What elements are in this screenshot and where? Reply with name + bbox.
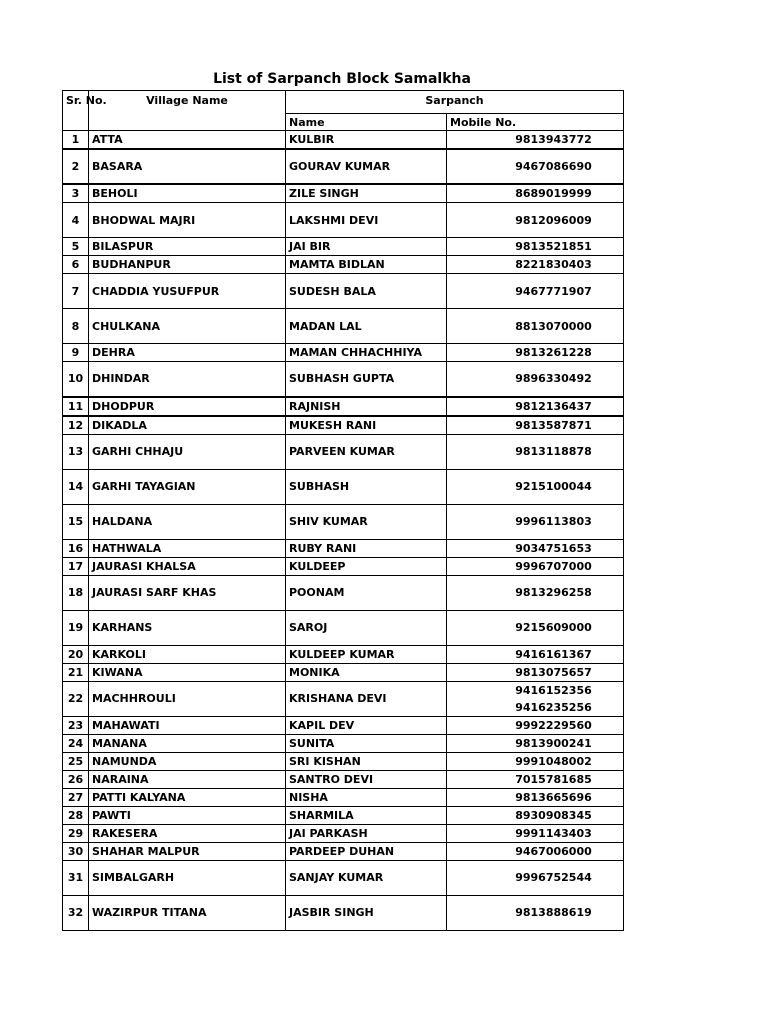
cell-sr-no: 9	[63, 344, 89, 362]
cell-sr-no: 21	[63, 663, 89, 681]
cell-sr-no: 32	[63, 895, 89, 930]
cell-sr-no: 20	[63, 645, 89, 663]
cell-sr-no: 5	[63, 238, 89, 256]
cell-mobile-no	[447, 416, 624, 435]
cell-sarpanch-name: SHIV KUMAR	[286, 504, 447, 539]
cell-sr-no: 31	[63, 860, 89, 895]
header-village-name: Village Name	[89, 91, 286, 131]
cell-mobile-no	[447, 149, 624, 184]
cell-sarpanch-name: MAMAN CHHACHHIYA	[286, 344, 447, 362]
mobile-number: 9991143403	[515, 826, 592, 840]
header-name: Name	[286, 114, 447, 131]
cell-sr-no: 13	[63, 434, 89, 469]
page-title: List of Sarpanch Block Samalkha	[213, 71, 471, 87]
table-row	[63, 469, 624, 504]
cell-village-name: BHODWAL MAJRI	[89, 203, 286, 238]
cell-mobile-no	[447, 734, 624, 752]
cell-sarpanch-name: SRI KISHAN	[286, 752, 447, 770]
cell-sarpanch-name: SAROJ	[286, 610, 447, 645]
cell-mobile-no	[447, 203, 624, 238]
table-row	[63, 824, 624, 842]
mobile-number: 9813665696	[515, 790, 592, 804]
cell-village-name: WAZIRPUR TITANA	[89, 895, 286, 930]
mobile-number: 9996707000	[515, 559, 592, 573]
mobile-number: 8221830403	[515, 258, 592, 271]
cell-mobile-no	[447, 895, 624, 930]
table-row	[63, 716, 624, 734]
cell-sr-no: 23	[63, 716, 89, 734]
table-row	[63, 788, 624, 806]
cell-mobile-no	[447, 716, 624, 734]
cell-sarpanch-name: ZILE SINGH	[286, 184, 447, 203]
mobile-number: 9416161367	[515, 647, 592, 661]
cell-sarpanch-name: JASBIR SINGH	[286, 895, 447, 930]
cell-sr-no: 22	[63, 681, 89, 716]
header-row	[63, 91, 624, 114]
mobile-number: 9034751653	[515, 541, 592, 555]
cell-sr-no: 2	[63, 149, 89, 184]
cell-mobile-no	[447, 842, 624, 860]
cell-mobile-no	[447, 362, 624, 397]
mobile-number: 9812136437	[515, 399, 592, 413]
cell-mobile-no	[447, 575, 624, 610]
table-row	[63, 309, 624, 344]
cell-sr-no: 8	[63, 309, 89, 344]
cell-sarpanch-name: MADAN LAL	[286, 309, 447, 344]
cell-sarpanch-name: KAPIL DEV	[286, 716, 447, 734]
cell-mobile-no	[447, 434, 624, 469]
mobile-number: 9813296258	[515, 586, 592, 599]
cell-village-name: HATHWALA	[89, 539, 286, 557]
mobile-number: 9991048002	[515, 754, 592, 768]
cell-village-name: HALDANA	[89, 504, 286, 539]
cell-village-name: BEHOLI	[89, 184, 286, 203]
sarpanch-table	[62, 90, 624, 931]
table-row	[63, 149, 624, 184]
table-row	[63, 256, 624, 274]
cell-sr-no: 3	[63, 184, 89, 203]
cell-mobile-no	[447, 131, 624, 150]
cell-village-name: MACHHROULI	[89, 681, 286, 716]
cell-sr-no: 10	[63, 362, 89, 397]
cell-mobile-no	[447, 344, 624, 362]
cell-village-name: NARAINA	[89, 770, 286, 788]
cell-sarpanch-name: SUNITA	[286, 734, 447, 752]
mobile-number: 9813587871	[515, 418, 592, 432]
mobile-number: 9467006000	[515, 844, 592, 858]
table-row	[63, 895, 624, 930]
cell-sarpanch-name: SUBHASH	[286, 469, 447, 504]
cell-village-name: KARHANS	[89, 610, 286, 645]
mobile-number: 9467771907	[515, 284, 592, 298]
cell-sr-no: 19	[63, 610, 89, 645]
table-row	[63, 238, 624, 256]
cell-mobile-no	[447, 663, 624, 681]
table-row	[63, 610, 624, 645]
table-row	[63, 344, 624, 362]
cell-sr-no: 4	[63, 203, 89, 238]
mobile-number: 9813075657	[515, 665, 592, 679]
cell-village-name: KIWANA	[89, 663, 286, 681]
cell-village-name: PATTI KALYANA	[89, 788, 286, 806]
cell-sarpanch-name: KULBIR	[286, 131, 447, 150]
cell-sarpanch-name: LAKSHMI DEVI	[286, 203, 447, 238]
table-row	[63, 663, 624, 681]
mobile-number: 9896330492	[515, 372, 592, 386]
cell-sarpanch-name: SUDESH BALA	[286, 274, 447, 309]
table-row	[63, 645, 624, 663]
cell-sr-no: 25	[63, 752, 89, 770]
cell-village-name: BUDHANPUR	[89, 256, 286, 274]
table-row	[63, 416, 624, 435]
table-row	[63, 842, 624, 860]
cell-mobile-no	[447, 752, 624, 770]
cell-mobile-no	[447, 557, 624, 575]
cell-mobile-no	[447, 256, 624, 274]
cell-sarpanch-name: POONAM	[286, 575, 447, 610]
cell-village-name: MANANA	[89, 734, 286, 752]
table-row	[63, 184, 624, 203]
cell-village-name: SHAHAR MALPUR	[89, 842, 286, 860]
cell-village-name: GARHI TAYAGIAN	[89, 469, 286, 504]
cell-sr-no: 17	[63, 557, 89, 575]
cell-sarpanch-name: JAI PARKASH	[286, 824, 447, 842]
cell-sr-no: 30	[63, 842, 89, 860]
cell-sr-no: 27	[63, 788, 89, 806]
cell-mobile-no	[447, 309, 624, 344]
mobile-number: 8813070000	[515, 319, 592, 333]
cell-mobile-no	[447, 788, 624, 806]
table-row	[63, 752, 624, 770]
mobile-number: 9813943772	[515, 133, 592, 146]
cell-sr-no: 16	[63, 539, 89, 557]
cell-mobile-no	[447, 824, 624, 842]
cell-village-name: ATTA	[89, 131, 286, 150]
cell-village-name: JAURASI SARF KHAS	[89, 575, 286, 610]
cell-mobile-no	[447, 610, 624, 645]
cell-village-name: JAURASI KHALSA	[89, 557, 286, 575]
cell-mobile-no	[447, 860, 624, 895]
header-sr-no: Sr. No.	[63, 91, 89, 131]
cell-sarpanch-name: KULDEEP	[286, 557, 447, 575]
cell-village-name: MAHAWATI	[89, 716, 286, 734]
cell-sarpanch-name: RUBY RANI	[286, 539, 447, 557]
cell-mobile-no	[447, 397, 624, 416]
table-row	[63, 131, 624, 150]
cell-village-name: GARHI CHHAJU	[89, 434, 286, 469]
cell-sr-no: 12	[63, 416, 89, 435]
header-sarpanch: Sarpanch	[286, 91, 624, 114]
table-row	[63, 274, 624, 309]
table-row	[63, 860, 624, 895]
table-row	[63, 434, 624, 469]
mobile-number: 9416152356	[515, 683, 592, 697]
cell-sarpanch-name: SUBHASH GUPTA	[286, 362, 447, 397]
cell-sarpanch-name: KULDEEP KUMAR	[286, 645, 447, 663]
table-row	[63, 397, 624, 416]
cell-sr-no: 28	[63, 806, 89, 824]
cell-sr-no: 29	[63, 824, 89, 842]
cell-sr-no: 15	[63, 504, 89, 539]
cell-sr-no: 7	[63, 274, 89, 309]
cell-sr-no: 11	[63, 397, 89, 416]
cell-village-name: DIKADLA	[89, 416, 286, 435]
cell-sr-no: 14	[63, 469, 89, 504]
cell-village-name: DHODPUR	[89, 397, 286, 416]
cell-sr-no: 18	[63, 575, 89, 610]
mobile-number: 9996752544	[515, 871, 592, 884]
cell-mobile-no	[447, 645, 624, 663]
cell-sarpanch-name: RAJNISH	[286, 397, 447, 416]
cell-village-name: SIMBALGARH	[89, 860, 286, 895]
mobile-number: 9215100044	[515, 480, 592, 493]
table-row	[63, 770, 624, 788]
cell-sr-no: 26	[63, 770, 89, 788]
mobile-number: 9813261228	[515, 346, 592, 359]
table-row	[63, 681, 624, 716]
mobile-number: 8689019999	[515, 187, 592, 200]
cell-village-name: RAKESERA	[89, 824, 286, 842]
cell-sarpanch-name: MAMTA BIDLAN	[286, 256, 447, 274]
mobile-number: 9813888619	[515, 906, 592, 919]
cell-sr-no: 24	[63, 734, 89, 752]
cell-mobile-no	[447, 184, 624, 203]
cell-village-name: CHULKANA	[89, 309, 286, 344]
mobile-number: 9416235256	[515, 700, 592, 714]
cell-sarpanch-name: SANJAY KUMAR	[286, 860, 447, 895]
cell-sarpanch-name: PARDEEP DUHAN	[286, 842, 447, 860]
cell-village-name: PAWTI	[89, 806, 286, 824]
cell-mobile-no	[447, 539, 624, 557]
cell-sarpanch-name: PARVEEN KUMAR	[286, 434, 447, 469]
table-row	[63, 806, 624, 824]
cell-sarpanch-name: NISHA	[286, 788, 447, 806]
mobile-number: 8930908345	[515, 808, 592, 822]
table-row	[63, 203, 624, 238]
cell-village-name: BASARA	[89, 149, 286, 184]
table-row	[63, 734, 624, 752]
table-row	[63, 557, 624, 575]
cell-mobile-no	[447, 806, 624, 824]
table-row	[63, 504, 624, 539]
mobile-number: 9215609000	[515, 621, 592, 634]
cell-sarpanch-name: SHARMILA	[286, 806, 447, 824]
cell-village-name: KARKOLI	[89, 645, 286, 663]
cell-village-name: BILASPUR	[89, 238, 286, 256]
cell-sarpanch-name: SANTRO DEVI	[286, 770, 447, 788]
mobile-number: 9812096009	[515, 213, 592, 227]
cell-mobile-no	[447, 469, 624, 504]
cell-mobile-no	[447, 681, 624, 716]
cell-mobile-no	[447, 770, 624, 788]
mobile-number: 9992229560	[515, 718, 592, 732]
mobile-number: 9813118878	[515, 445, 592, 458]
mobile-number: 9813521851	[515, 240, 592, 253]
table-row	[63, 575, 624, 610]
cell-sarpanch-name: KRISHANA DEVI	[286, 681, 447, 716]
cell-village-name: DEHRA	[89, 344, 286, 362]
cell-sarpanch-name: JAI BIR	[286, 238, 447, 256]
mobile-number: 7015781685	[515, 772, 592, 786]
table-row	[63, 539, 624, 557]
cell-mobile-no	[447, 274, 624, 309]
cell-village-name: CHADDIA YUSUFPUR	[89, 274, 286, 309]
cell-sarpanch-name: MUKESH RANI	[286, 416, 447, 435]
mobile-number: 9996113803	[515, 515, 592, 528]
header-mobile: Mobile No.	[447, 114, 624, 131]
cell-sarpanch-name: GOURAV KUMAR	[286, 149, 447, 184]
cell-village-name: NAMUNDA	[89, 752, 286, 770]
cell-sarpanch-name: MONIKA	[286, 663, 447, 681]
table-row	[63, 362, 624, 397]
cell-village-name: DHINDAR	[89, 362, 286, 397]
cell-mobile-no	[447, 504, 624, 539]
mobile-number: 9467086690	[515, 160, 592, 173]
cell-mobile-no	[447, 238, 624, 256]
cell-sr-no: 1	[63, 131, 89, 150]
mobile-number: 9813900241	[515, 736, 592, 750]
cell-sr-no: 6	[63, 256, 89, 274]
